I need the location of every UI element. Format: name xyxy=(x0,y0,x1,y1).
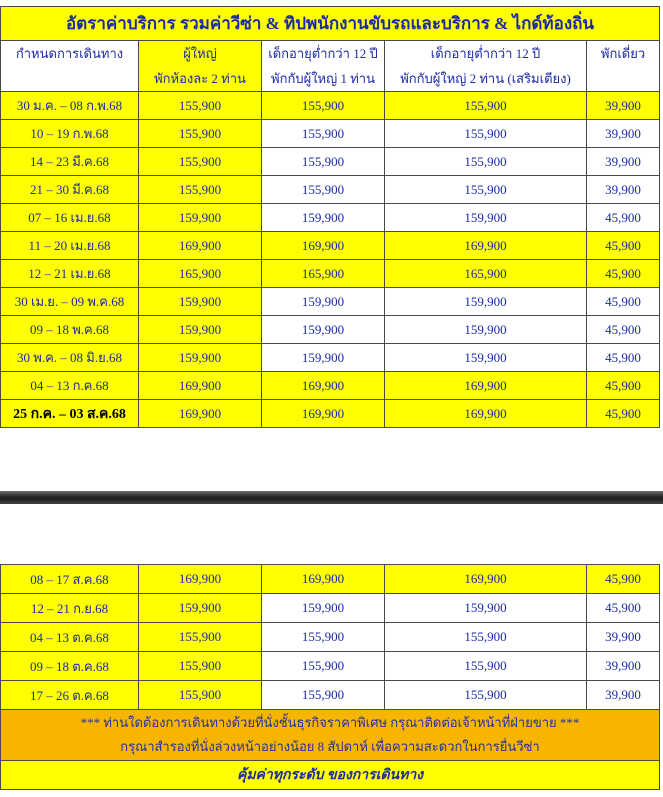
child1-price-cell: 165,900 xyxy=(262,260,385,288)
date-cell: 25 ก.ค. – 03 ส.ค.68 xyxy=(1,400,139,428)
date-cell: 09 – 18 ต.ค.68 xyxy=(1,652,139,681)
header-adult xyxy=(139,41,262,92)
child1-price-cell: 155,900 xyxy=(262,148,385,176)
child2-price-cell: 169,900 xyxy=(385,400,587,428)
single-supplement-cell: 39,900 xyxy=(587,623,660,652)
date-cell: 12 – 21 เม.ย.68 xyxy=(1,260,139,288)
child2-price-cell: 159,900 xyxy=(385,594,587,623)
child1-price-cell: 159,900 xyxy=(262,316,385,344)
footer-slogan: คุ้มค่าทุกระดับ ของการเดินทาง xyxy=(1,761,660,790)
child2-price-cell: 155,900 xyxy=(385,120,587,148)
single-supplement-cell: 45,900 xyxy=(587,204,660,232)
single-supplement-cell: 39,900 xyxy=(587,148,660,176)
table-row xyxy=(1,316,660,344)
date-cell: 10 – 19 ก.พ.68 xyxy=(1,120,139,148)
date-cell: 07 – 16 เม.ย.68 xyxy=(1,204,139,232)
child1-price-cell: 169,900 xyxy=(262,400,385,428)
header-child2-line2: พักกับผู้ใหญ่ 2 ท่าน (เสริมเตียง) xyxy=(400,71,571,86)
date-cell: 21 – 30 มี.ค.68 xyxy=(1,176,139,204)
table-row xyxy=(1,260,660,288)
table-row xyxy=(1,204,660,232)
table-row xyxy=(1,148,660,176)
adult-price-cell: 155,900 xyxy=(139,652,262,681)
adult-price-cell: 155,900 xyxy=(139,148,262,176)
single-supplement-cell: 45,900 xyxy=(587,565,660,594)
table-row xyxy=(1,594,660,623)
adult-price-cell: 155,900 xyxy=(139,681,262,710)
single-supplement-cell: 45,900 xyxy=(587,344,660,372)
child2-price-cell: 155,900 xyxy=(385,652,587,681)
single-supplement-cell: 39,900 xyxy=(587,92,660,120)
table-row xyxy=(1,120,660,148)
adult-price-cell: 159,900 xyxy=(139,316,262,344)
adult-price-cell: 169,900 xyxy=(139,372,262,400)
table-row xyxy=(1,372,660,400)
note-line-1: *** ท่านใดต้องการเดินทางด้วยที่นั่งชั้นธุรกิจราคาพิเศษ กรุณาติดต่อเจ้าหน้าที่ฝ่ายขาย *** xyxy=(80,715,580,730)
single-supplement-cell: 45,900 xyxy=(587,400,660,428)
child2-price-cell: 155,900 xyxy=(385,623,587,652)
child2-price-cell: 159,900 xyxy=(385,288,587,316)
date-cell: 14 – 23 มี.ค.68 xyxy=(1,148,139,176)
child1-price-cell: 155,900 xyxy=(262,681,385,710)
table-row xyxy=(1,232,660,260)
single-supplement-cell: 45,900 xyxy=(587,232,660,260)
header-date: กำหนดการเดินทาง xyxy=(1,41,139,92)
adult-price-cell: 169,900 xyxy=(139,232,262,260)
table-row xyxy=(1,652,660,681)
header-child2 xyxy=(385,41,587,92)
footer-row xyxy=(1,761,660,790)
child1-price-cell: 155,900 xyxy=(262,623,385,652)
single-supplement-cell: 39,900 xyxy=(587,681,660,710)
child2-price-cell: 169,900 xyxy=(385,372,587,400)
adult-price-cell: 155,900 xyxy=(139,120,262,148)
child1-price-cell: 159,900 xyxy=(262,344,385,372)
date-cell: 04 – 13 ก.ค.68 xyxy=(1,372,139,400)
adult-price-cell: 155,900 xyxy=(139,92,262,120)
note-line-2: กรุณาสำรองที่นั่งล่วงหน้าอย่างน้อย 8 สัปดาห์ เพื่อความสะดวกในการยื่นวีซ่า xyxy=(120,739,540,754)
note-row xyxy=(1,710,660,761)
child2-price-cell: 159,900 xyxy=(385,344,587,372)
date-cell: 08 – 17 ส.ค.68 xyxy=(1,565,139,594)
single-supplement-cell: 45,900 xyxy=(587,372,660,400)
single-supplement-cell: 45,900 xyxy=(587,316,660,344)
header-single: พักเดี่ยว xyxy=(587,41,660,92)
header-child1-line2: พักกับผู้ใหญ่ 1 ท่าน xyxy=(271,71,375,86)
adult-price-cell: 159,900 xyxy=(139,204,262,232)
table-row xyxy=(1,565,660,594)
child2-price-cell: 155,900 xyxy=(385,92,587,120)
date-cell: 30 พ.ค. – 08 มิ.ย.68 xyxy=(1,344,139,372)
table-row xyxy=(1,92,660,120)
table-row xyxy=(1,344,660,372)
child1-price-cell: 159,900 xyxy=(262,288,385,316)
child1-price-cell: 155,900 xyxy=(262,176,385,204)
child2-price-cell: 155,900 xyxy=(385,148,587,176)
child1-price-cell: 169,900 xyxy=(262,232,385,260)
date-cell: 30 เม.ย. – 09 พ.ค.68 xyxy=(1,288,139,316)
adult-price-cell: 159,900 xyxy=(139,344,262,372)
adult-price-cell: 165,900 xyxy=(139,260,262,288)
date-cell: 11 – 20 เม.ย.68 xyxy=(1,232,139,260)
child2-price-cell: 159,900 xyxy=(385,316,587,344)
single-supplement-cell: 45,900 xyxy=(587,288,660,316)
child2-price-cell: 155,900 xyxy=(385,176,587,204)
header-child1-line1: เด็กอายุต่ำกว่า 12 ปี xyxy=(268,46,378,61)
header-row xyxy=(1,41,660,92)
child1-price-cell: 169,900 xyxy=(262,372,385,400)
table-row xyxy=(1,400,660,428)
single-supplement-cell: 39,900 xyxy=(587,120,660,148)
child1-price-cell: 155,900 xyxy=(262,120,385,148)
child1-price-cell: 159,900 xyxy=(262,594,385,623)
price-table xyxy=(0,6,660,428)
date-cell: 12 – 21 ก.ย.68 xyxy=(1,594,139,623)
child1-price-cell: 169,900 xyxy=(262,565,385,594)
single-supplement-cell: 39,900 xyxy=(587,176,660,204)
price-table-continued xyxy=(0,564,660,790)
header-adult-line1: ผู้ใหญ่ xyxy=(183,46,217,61)
table-row xyxy=(1,681,660,710)
child2-price-cell: 165,900 xyxy=(385,260,587,288)
header-child2-line1: เด็กอายุต่ำกว่า 12 ปี xyxy=(430,46,541,61)
child1-price-cell: 155,900 xyxy=(262,652,385,681)
adult-price-cell: 159,900 xyxy=(139,288,262,316)
child1-price-cell: 159,900 xyxy=(262,204,385,232)
date-cell: 09 – 18 พ.ค.68 xyxy=(1,316,139,344)
child1-price-cell: 155,900 xyxy=(262,92,385,120)
adult-price-cell: 159,900 xyxy=(139,594,262,623)
table-title-row xyxy=(1,7,660,41)
date-cell: 17 – 26 ต.ค.68 xyxy=(1,681,139,710)
adult-price-cell: 169,900 xyxy=(139,400,262,428)
adult-price-cell: 155,900 xyxy=(139,176,262,204)
single-supplement-cell: 45,900 xyxy=(587,594,660,623)
child2-price-cell: 159,900 xyxy=(385,204,587,232)
adult-price-cell: 169,900 xyxy=(139,565,262,594)
header-adult-line2: พักห้องละ 2 ท่าน xyxy=(154,71,246,86)
single-supplement-cell: 45,900 xyxy=(587,260,660,288)
table-row xyxy=(1,623,660,652)
child2-price-cell: 169,900 xyxy=(385,232,587,260)
single-supplement-cell: 39,900 xyxy=(587,652,660,681)
header-child1 xyxy=(262,41,385,92)
date-cell: 04 – 13 ต.ค.68 xyxy=(1,623,139,652)
child2-price-cell: 155,900 xyxy=(385,681,587,710)
adult-price-cell: 155,900 xyxy=(139,623,262,652)
table-row xyxy=(1,288,660,316)
table-row xyxy=(1,176,660,204)
table-title: อัตราค่าบริการ รวมค่าวีซ่า & ทิปพนักงานขับรถและบริการ & ไกด์ท้องถิ่น xyxy=(1,7,660,41)
page-break-divider xyxy=(0,491,663,504)
date-cell: 30 ม.ค. – 08 ก.พ.68 xyxy=(1,92,139,120)
child2-price-cell: 169,900 xyxy=(385,565,587,594)
booking-note xyxy=(1,710,660,761)
